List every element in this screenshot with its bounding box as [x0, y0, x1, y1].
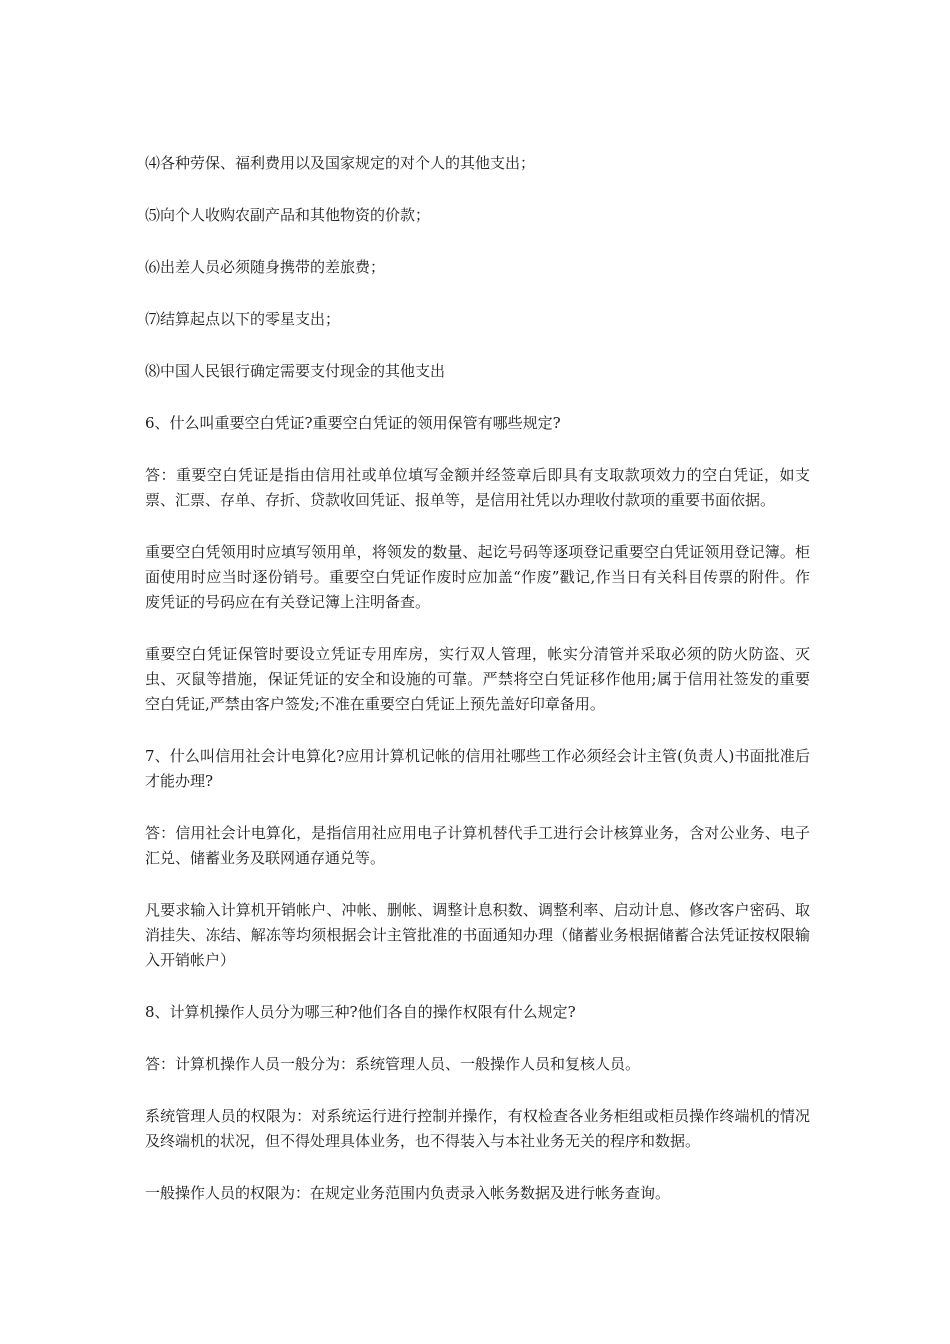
- question-8: 8、计算机操作人员分为哪三种?他们各自的操作权限有什么规定?: [145, 1003, 576, 1021]
- list-item-7: ⑺结算起点以下的零星支出；: [145, 310, 341, 328]
- answer-6-storage: 重要空白凭证保管时要设立凭证专用库房，实行双人管理，帐实分清管并采取必须的防火防盗、灭虫、灭鼠等措施，保证凭证的安全和设施的可靠。严禁将空白凭证移作他用;属于信用社签发的重要空白凭证,严禁由客户签发;不准在重要空白凭证上预先盖好印章备用。: [145, 645, 810, 713]
- document-body: [145, 151, 810, 1233]
- answer-8-operator: 一般操作人员的权限为：在规定业务范围内负责录入帐务数据及进行帐务查询。: [145, 1184, 671, 1202]
- list-item-5: ⑸向个人收购农副产品和其他物资的价款；: [145, 206, 431, 224]
- answer-8-categories: 答：计算机操作人员一般分为：系统管理人员、一般操作人员和复核人员。: [145, 1055, 641, 1073]
- answer-7-approval: 凡要求输入计算机开销帐户、冲帐、删帐、调整计息积数、调整利率、启动计息、修改客户密码、取消挂失、冻结、解冻等均须根据会计主管批准的书面通知办理（储蓄业务根据储蓄合法凭证按权限输入开销帐户）: [145, 901, 810, 969]
- question-7: 7、什么叫信用社会计电算化?应用计算机记帐的信用社哪些工作必须经会计主管(负责人)书面批准后才能办理?: [145, 747, 810, 790]
- answer-6-definition: 答：重要空白凭证是指由信用社或单位填写金额并经签章后即具有支取款项效力的空白凭证，如支票、汇票、存单、存折、贷款收回凭证、报单等，是信用社凭以办理收付款项的重要书面依据。: [145, 466, 810, 509]
- answer-6-usage: 重要空白凭领用时应填写领用单，将领发的数量、起讫号码等逐项登记重要空白凭证领用登记簿。柜面使用时应当时逐份销号。重要空白凭证作废时应加盖“作废”戳记,作当日有关科目传票的附件。作废凭证的号码应在有关登记簿上注明备查。: [145, 543, 810, 611]
- list-item-8: ⑻中国人民银行确定需要支付现金的其他支出: [145, 362, 446, 380]
- answer-8-system-admin: 系统管理人员的权限为：对系统运行进行控制并操作，有权检查各业务柜组或柜员操作终端机的情况及终端机的状况，但不得处理具体业务，也不得装入与本社业务无关的程序和数据。: [145, 1107, 810, 1150]
- list-item-4: ⑷各种劳保、福利费用以及国家规定的对个人的其他支出；: [145, 154, 536, 172]
- list-item-6: ⑹出差人员必须随身携带的差旅费；: [145, 258, 386, 276]
- question-6: 6、什么叫重要空白凭证?重要空白凭证的领用保管有哪些规定?: [145, 414, 561, 432]
- answer-7-definition: 答：信用社会计电算化，是指信用社应用电子计算机替代手工进行会计核算业务，含对公业务、电子汇兑、储蓄业务及联网通存通兑等。: [145, 824, 810, 867]
